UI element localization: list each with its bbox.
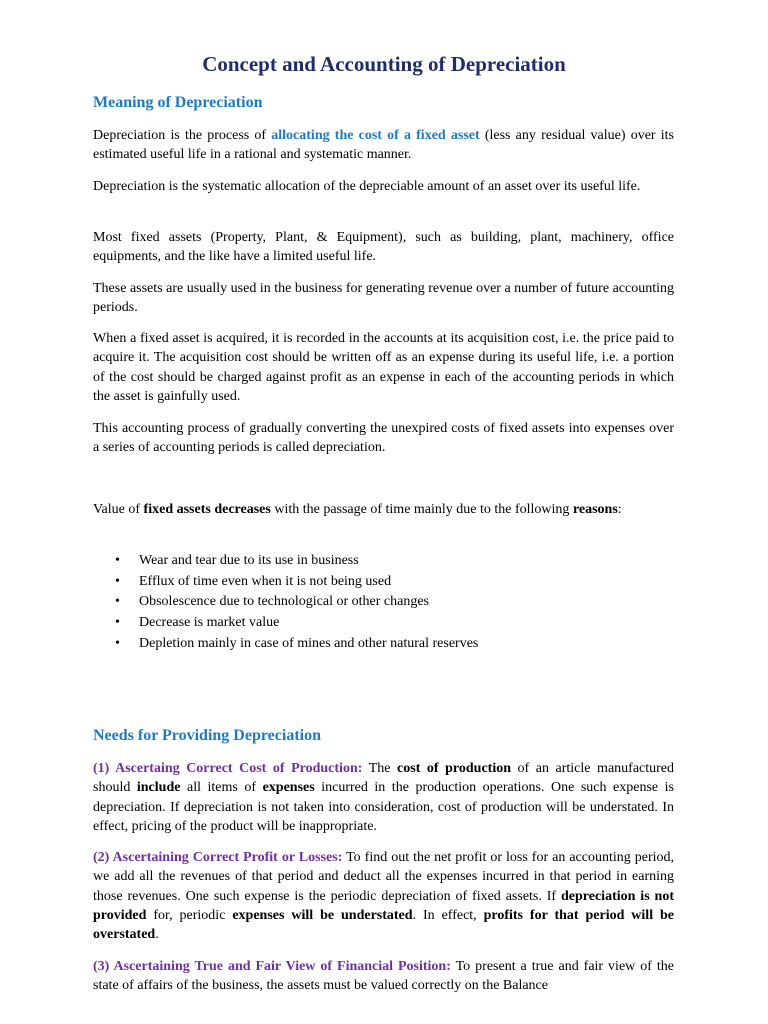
paragraph-5: When a fixed asset is acquired, it is recorded in the accounts at its acquisition cost, i.e. the price paid to acquire it. The acquisition cost should be written off as an expense during its useful life, i.e. a portion of the cost should be charged against profit as an expense in each of the accounting periods in which the asset is gainfully used.: [93, 331, 674, 404]
text: incurred in the production operations. One such expense is depreciation. If depreciation is not taken into consideration, cost of production will be understated. In effect, pricing of the product will be inappropriate.: [93, 780, 674, 834]
text: Depreciation is the process of: [93, 128, 272, 143]
text: for, periodic: [146, 907, 233, 923]
list-item: • Obsolescence due to technological or other changes: [93, 592, 674, 613]
text: :: [617, 502, 622, 517]
text: To present a true and fair view of the state of affairs of the business, the assets must be valued correctly on the Balance: [93, 959, 674, 994]
text: with the passage of time mainly due to the following: [270, 502, 573, 517]
bold-text: depreciation is not provided: [93, 888, 674, 923]
text: . In effect,: [412, 907, 484, 923]
text: all items of: [180, 780, 263, 796]
paragraph-6: This accounting process of gradually converting the unexpired costs of fixed assets into expenses over a series of accounting periods is called depreciation.: [93, 421, 674, 456]
bold-text: fixed assets decreases: [143, 502, 271, 517]
paragraph-1: [93, 126, 674, 165]
bold-text: expenses will be understated: [232, 907, 413, 923]
page-title: Concept and Accounting of Depreciation: [202, 52, 566, 76]
text: Value of: [93, 502, 144, 517]
list-item: • Decrease is market value: [93, 613, 674, 634]
need-item-1: [93, 759, 674, 836]
section-heading-needs: Needs for Providing Depreciation: [93, 727, 321, 744]
bold-text: include: [136, 780, 181, 796]
highlight-text: allocating the cost of a fixed asset: [271, 128, 480, 143]
item-label: (1) Ascertaing Correct Cost of Production:: [93, 761, 363, 776]
paragraph-7: [93, 500, 674, 519]
bold-text: cost of production: [397, 761, 511, 776]
need-item-3: [93, 957, 674, 996]
section-heading-meaning: Meaning of Depreciation: [93, 94, 263, 111]
item-label: (3) Ascertaining True and Fair View of Financial Position:: [93, 959, 451, 974]
text: (less any residual value) over its estimated useful life in a rational and systematic manner.: [93, 128, 674, 163]
bold-text: reasons: [572, 502, 618, 517]
paragraph-3: Most fixed assets (Property, Plant, & Equipment), such as building, plant, machinery, office equipments, and the like have a limited useful life.: [93, 230, 674, 265]
bold-text: profits for that period will be overstated: [93, 907, 675, 943]
paragraph-2: Depreciation is the systematic allocation of the depreciable amount of an asset over its useful life.: [93, 179, 641, 194]
list-item: • Depletion mainly in case of mines and other natural reserves: [93, 634, 674, 655]
need-item-2: [93, 848, 674, 944]
text: of an article manufactured should: [93, 761, 675, 796]
bold-text: expenses: [262, 780, 315, 796]
list-item: • Efflux of time even when it is not being used: [93, 572, 674, 593]
item-label: (2) Ascertaining Correct Profit or Losses:: [93, 850, 343, 865]
text: The: [362, 761, 398, 776]
reasons-list: [93, 551, 674, 655]
text: To find out the net profit or loss for an accounting period, we add all the revenues of that period and deduct all the expenses incurred in that period in earning those revenues. One such expense is the periodic depreciation of fixed assets. If: [93, 850, 675, 904]
text: .: [155, 927, 159, 943]
paragraph-4: These assets are usually used in the business for generating revenue over a number of future accounting periods.: [93, 281, 674, 316]
list-item: • Wear and tear due to its use in business: [93, 551, 674, 572]
